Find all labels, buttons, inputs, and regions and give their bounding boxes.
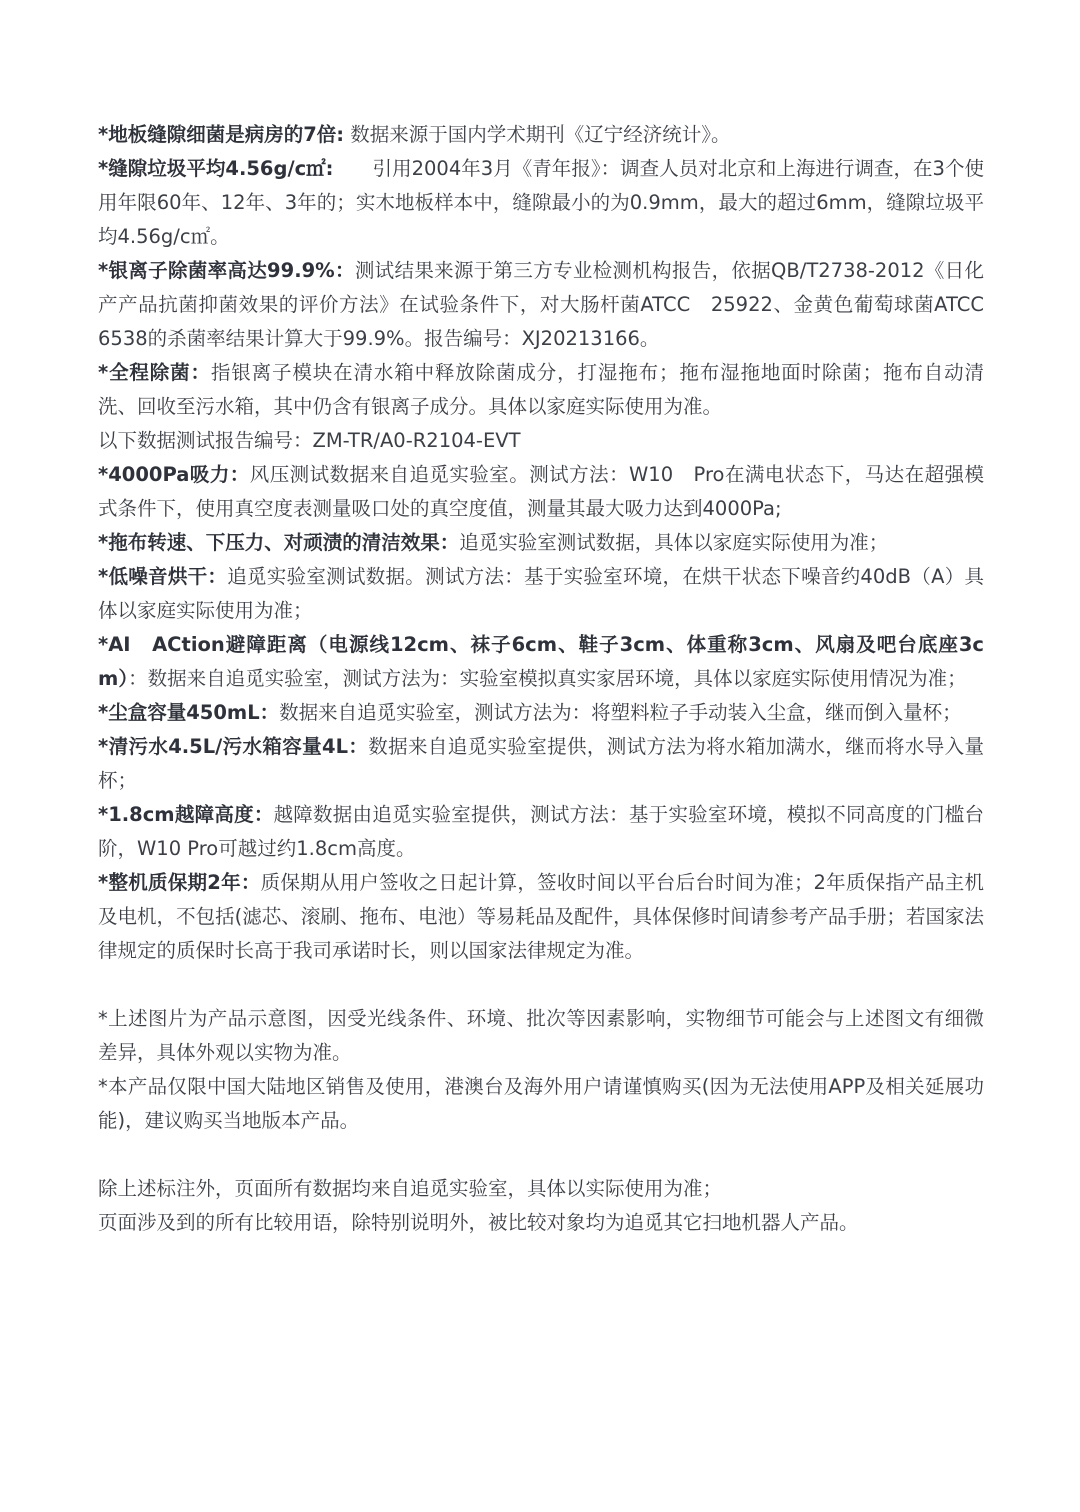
footer-data-source: 除上述标注外，页面所有数据均来自追觅实验室，具体以实际使用为准； — [98, 1177, 723, 1200]
data-source-notes — [98, 118, 1004, 968]
note-dust-box: *尘盒容量450mL：数据来自追觅实验室，测试方法为：将塑料粒子手动装入尘盒，继而倒入量杯； — [98, 701, 962, 724]
note-warranty: *整机质保期2年：质保期从用户签收之日起计算，签收时间以平台后台时间为准；2年质保指产品主机及电机，不包括(滤芯、滚刷、拖布、电池）等易耗品及配件，具体保修时间请参考产品手册；若国家法律规定的质保时长高于我司承诺时长，则以国家法律规定为准。 — [98, 871, 984, 962]
note-full-sterilization: *全程除菌：指银离子模块在清水箱中释放除菌成分，打湿拖布；拖布湿拖地面时除菌；拖布自动清洗、回收至污水箱，其中仍含有银离子成分。具体以家庭实际使用为准。 — [98, 361, 984, 418]
disclaimer-section — [98, 1002, 984, 1138]
footer-comparison: 页面涉及到的所有比较用语，除特别说明外，被比较对象均为追觅其它扫地机器人产品。 — [98, 1211, 859, 1234]
note-silver-ion-rate: *银离子除菌率高达99.9%：测试结果来源于第三方专业检测机构报告，依据QB/T2738-2012《日化产产品抗菌抑菌效果的评价方法》在试验条件下，对大肠杆菌ATCC 25922、金黄色葡萄球菌ATCC 6538的杀菌率结果计算大于99.9%。报告编号：XJ20213166。 — [98, 259, 1004, 350]
note-climbing-height: *1.8cm越障高度：越障数据由追觅实验室提供，测试方法：基于实验室环境，模拟不同高度的门槛台阶，W10 Pro可越过约1.8cm高度。 — [98, 803, 984, 860]
note-water-tanks: *清污水4.5L/污水箱容量4L：数据来自追觅实验室提供，测试方法为将水箱加满水，继而将水导入量杯； — [98, 735, 984, 792]
note-obstacle-avoidance: *AI ACtion避障距离（电源线12cm、袜子6cm、鞋子3cm、体重称3cm、风扇及吧台底座3cm）：数据来自追觅实验室，测试方法为：实验室模拟真实家居环境，具体以家庭实际使用情况为准； — [98, 633, 984, 690]
note-report-number: 以下数据测试报告编号：ZM-TR/A0-R2104-EVT — [98, 429, 521, 452]
disclaimer-image: *上述图片为产品示意图，因受光线条件、环境、批次等因素影响，实物细节可能会与上述图文有细微差异，具体外观以实物为准。 — [98, 1007, 984, 1064]
disclaimer-region: *本产品仅限中国大陆地区销售及使用，港澳台及海外用户请谨慎购买(因为无法使用APP及相关延展功能)，建议购买当地版本产品。 — [98, 1075, 984, 1132]
section-gap — [98, 968, 984, 1002]
note-mop-performance: *拖布转速、下压力、对顽渍的清洁效果：追觅实验室测试数据，具体以家庭实际使用为准； — [98, 531, 889, 554]
note-gap-debris: *缝隙垃圾平均4.56g/c㎡: 引用2004年3月《青年报》：调查人员对北京和上海进行调查，在3个使用年限60年、12年、3年的；实木地板样本中，缝隙最小的为0.9mm，最大的超过6mm，缝隙垃圾平均4.56g/c㎡。 — [98, 157, 984, 248]
footer-section — [98, 1172, 984, 1240]
note-suction: *4000Pa吸力：风压测试数据来自追觅实验室。测试方法：W10 Pro在满电状态下，马达在超强模式条件下，使用真空度表测量吸口处的真空度值，测量其最大吸力达到4000Pa; — [98, 463, 984, 520]
section-gap — [98, 1138, 984, 1172]
note-low-noise-drying: *低噪音烘干：追觅实验室测试数据。测试方法：基于实验室环境，在烘干状态下噪音约40dB（A）具体以家庭实际使用为准； — [98, 565, 984, 622]
note-floor-bacteria: *地板缝隙细菌是病房的7倍: 数据来源于国内学术期刊《辽宁经济统计》。 — [98, 123, 731, 146]
footnote-page — [98, 118, 1004, 1240]
